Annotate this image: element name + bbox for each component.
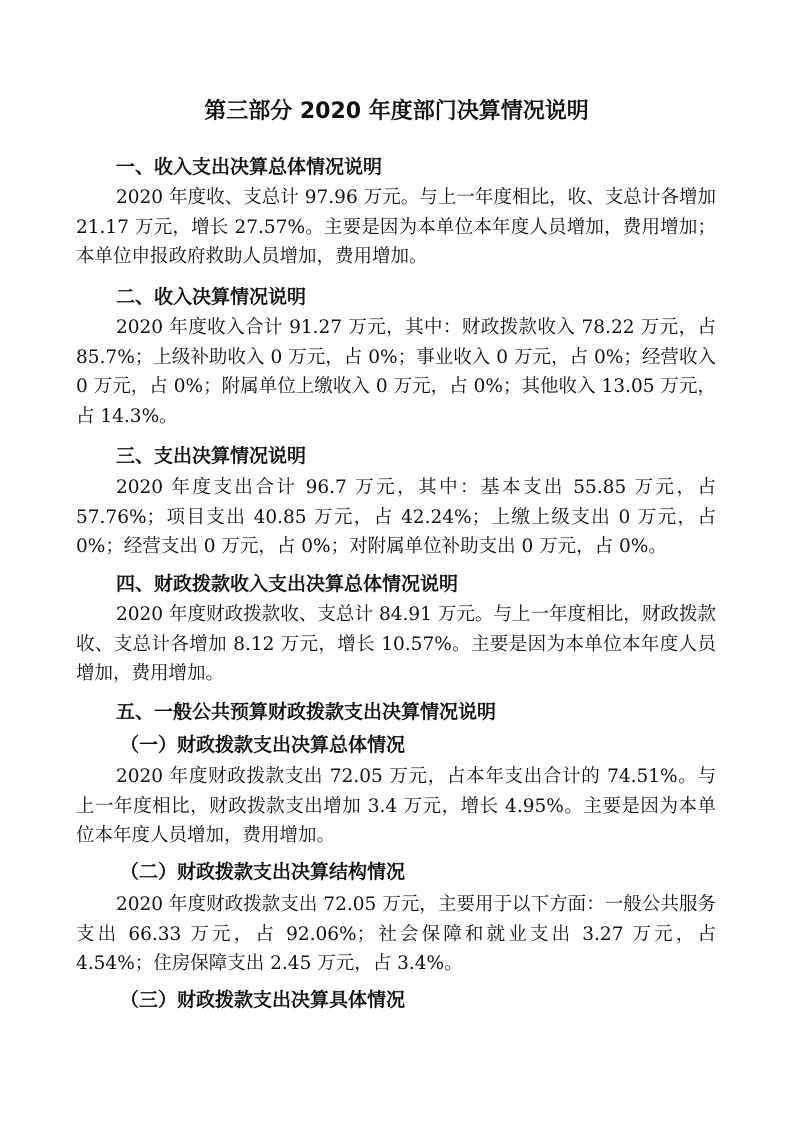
section-4-paragraph: 2020 年度财政拨款收、支总计 84.91 万元。与上一年度相比，财政拨款收、支总计各增加 8.12 万元，增长 10.57%。主要是因为本单位本年度人员增加，费用增加。	[76, 604, 716, 684]
section-1-paragraph: 2020 年度收、支总计 97.96 万元。与上一年度相比，收、支总计各增加 21.17 万元，增长 27.57%。主要是因为本单位本年度人员增加，费用增加；本单位申报政府救助人员增加，费用增加。	[76, 187, 716, 267]
subsection-3-heading: （三）财政拨款支出决算具体情况	[120, 989, 406, 1011]
section-1-heading: 一、收入支出决算总体情况说明	[116, 156, 383, 178]
subsection-1-heading: （一）财政拨款支出决算总体情况	[120, 734, 406, 756]
page-title: 第三部分 2020 年度部门决算情况说明	[204, 99, 589, 124]
section-2-paragraph: 2020 年度收入合计 91.27 万元，其中：财政拨款收入 78.22 万元，占 85.7%；上级补助收入 0 万元，占 0%；事业收入 0 万元，占 0%；经营收入 0 万元，占 0%；附属单位上缴收入 0 万元，占 0%；其他收入 13.05 万元，占 14.3%。	[76, 317, 716, 427]
section-2-heading: 二、收入决算情况说明	[116, 286, 307, 308]
section-5-heading: 五、一般公共预算财政拨款支出决算情况说明	[116, 701, 497, 723]
section-4-heading: 四、财政拨款收入支出决算总体情况说明	[116, 573, 459, 595]
subsection-2-heading: （二）财政拨款支出决算结构情况	[120, 861, 406, 883]
subsection-2-paragraph: 2020 年度财政拨款支出 72.05 万元，主要用于以下方面：一般公共服务支出 66.33 万元，占 92.06%；社会保障和就业支出 3.27 万元，占 4.54%；住房保障支出 2.45 万元，占 3.4%。	[76, 894, 716, 974]
subsection-1-paragraph: 2020 年度财政拨款支出 72.05 万元，占本年支出合计的 74.51%。与上一年度相比，财政拨款支出增加 3.4 万元，增长 4.95%。主要是因为本单位本年度人员增加，费用增加。	[76, 766, 716, 846]
section-3-paragraph: 2020 年度支出合计 96.7 万元，其中：基本支出 55.85 万元，占 57.76%；项目支出 40.85 万元，占 42.24%；上缴上级支出 0 万元，占 0%；经营支出 0 万元，占 0%；对附属单位补助支出 0 万元，占 0%。	[76, 477, 716, 557]
section-3-heading: 三、支出决算情况说明	[116, 445, 307, 467]
